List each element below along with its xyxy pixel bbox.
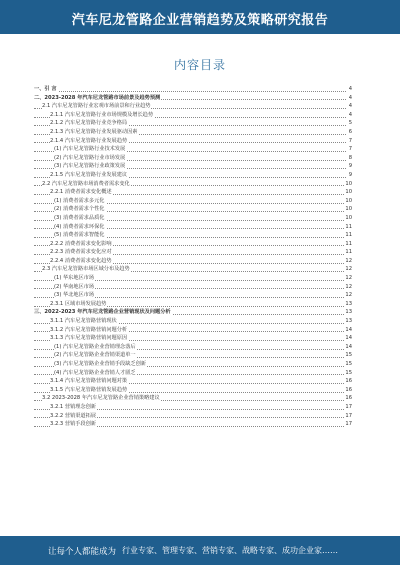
- toc-entry[interactable]: [34, 360, 352, 369]
- toc-entry-text: 2.1.4 汽车尼龙管路行业发展趋势: [50, 137, 128, 144]
- toc-entry-text: 3.1.5 汽车尼龙管路营销发展趋势: [50, 386, 128, 393]
- toc-entry-text: (3) 华北地区市场: [54, 292, 95, 299]
- toc-entry[interactable]: [34, 265, 352, 274]
- toc-entry-text: (3) 消费者需求品质化: [54, 214, 105, 221]
- toc-entry-text: (2) 汽车尼龙管路企业营销渠道单一: [54, 352, 136, 359]
- toc-entry-text: (4) 汽车尼龙管路企业营销人才匮乏: [54, 369, 136, 376]
- toc-entry-text: 2.1.2 汽车尼龙管路行业竞争格局: [50, 120, 128, 127]
- toc-entry-page: 7: [348, 137, 352, 144]
- toc-entry-text: (3) 汽车尼龙管路企业营销手段缺乏创新: [54, 361, 146, 367]
- toc-entry-page: 7: [348, 146, 352, 153]
- toc-entry[interactable]: [34, 85, 352, 94]
- toc-entry[interactable]: [34, 317, 352, 326]
- toc-entry-text: 三、2022-2023 年汽车尼龙管路企业营销现状及问题分析: [34, 309, 171, 316]
- toc-entry[interactable]: [34, 111, 352, 120]
- toc-entry[interactable]: [34, 171, 352, 180]
- toc-entry-page: 13: [345, 300, 352, 307]
- footer-expert-list: 行业专家、管理专家、营销专家、战略专家、成功企业家……: [122, 546, 338, 555]
- toc-entry-text: 2.2 汽车尼龙管路市场消费者需求变化: [42, 180, 130, 187]
- toc-entry-page: 15: [345, 361, 352, 367]
- toc-entry-text: (1) 汽车尼龙管路企业营销理念落后: [54, 343, 136, 350]
- toc-entry-page: 4: [348, 111, 352, 118]
- toc-entry-text: 2.2.3 消费者需求变化应对: [50, 249, 112, 256]
- toc-entry-text: 3.2 2023-2028 年汽车尼龙管路企业营销策略建议: [42, 395, 160, 402]
- toc-entry[interactable]: [34, 205, 352, 214]
- page-header: [0, 0, 400, 34]
- toc-title: 内容目录: [173, 58, 226, 72]
- toc-entry-text: 3.1.4 汽车尼龙管路营销问题对策: [50, 378, 128, 385]
- toc-entry[interactable]: [34, 180, 352, 189]
- toc-entry-page: 14: [345, 335, 352, 342]
- toc-entry[interactable]: [34, 326, 352, 335]
- toc-entry[interactable]: [34, 403, 352, 412]
- toc-entry[interactable]: [34, 283, 352, 292]
- toc-entry[interactable]: [34, 386, 352, 395]
- toc-entry[interactable]: [34, 154, 352, 163]
- toc-entry-page: 10: [345, 180, 352, 187]
- toc-entry-page: 10: [345, 214, 352, 221]
- toc-entry[interactable]: [34, 351, 352, 360]
- toc-entry-page: 13: [345, 309, 352, 316]
- toc-entry-text: (1) 汽车尼龙管路行业技术发展: [54, 146, 126, 153]
- toc-entry-page: 11: [345, 223, 352, 230]
- toc-entry-page: 12: [345, 292, 352, 299]
- toc-entry-page: 17: [345, 403, 352, 410]
- toc-entry-page: 15: [345, 369, 352, 376]
- toc-entry-page: 4: [348, 103, 352, 110]
- toc-entry-page: 12: [345, 275, 352, 282]
- toc-entry-page: 6: [348, 128, 352, 135]
- toc-entry[interactable]: [34, 231, 352, 240]
- toc-entry-page: 17: [345, 421, 352, 428]
- toc-entry-page: 14: [345, 343, 352, 350]
- toc-entry-text: 2.2.2 消费者需求变化影响: [50, 240, 112, 247]
- toc-entry-text: 3.1.1 汽车尼龙管路营销现状: [50, 318, 117, 325]
- toc-entry-text: 3.1.2 汽车尼龙管路营销问题分析: [50, 326, 128, 333]
- toc-entry-text: (3) 汽车尼龙管路行业政策发展: [54, 163, 126, 170]
- toc-entry[interactable]: [34, 162, 352, 171]
- toc-entry-page: 9: [348, 171, 352, 178]
- toc-entry[interactable]: [34, 420, 352, 429]
- footer-slogan: 让每个人都能成为: [48, 547, 117, 557]
- toc-entry[interactable]: [34, 223, 352, 232]
- toc-entry-text: (2) 华南地区市场: [54, 283, 95, 290]
- toc-entry-text: (5) 消费者需求智能化: [54, 232, 105, 239]
- toc-entry-page: 11: [345, 232, 352, 239]
- toc-entry-text: (4) 消费者需求环保化: [54, 223, 105, 230]
- toc-entry[interactable]: [34, 240, 352, 249]
- toc-entry-page: 8: [348, 154, 352, 161]
- toc-entry[interactable]: [34, 257, 352, 266]
- toc-entry-text: 3.1.3 汽车尼龙管路营销问题原因: [50, 335, 128, 342]
- toc-entry-page: 12: [345, 283, 352, 290]
- toc-entry[interactable]: [34, 412, 352, 421]
- toc-entry[interactable]: [34, 291, 352, 300]
- toc-entry-text: 3.2.3 营销手段创新: [50, 421, 96, 428]
- toc-entry[interactable]: [34, 343, 352, 352]
- toc-entry-text: 2.1.3 汽车尼龙管路行业发展驱动因素: [50, 128, 138, 135]
- toc-entry-text: 2.1.1 汽车尼龙管路行业市场规模及增长趋势: [50, 111, 154, 118]
- toc-entry-text: 2.3.1 区域市场发展趋势: [50, 300, 107, 307]
- toc-entry-page: 9: [348, 163, 352, 170]
- page-footer: [0, 536, 400, 565]
- toc-entry-page: 11: [345, 249, 352, 256]
- report-title: 汽车尼龙管路企业营销趋势及策略研究报告: [71, 13, 329, 28]
- toc-entry[interactable]: [34, 300, 352, 309]
- toc-entry-page: 17: [345, 412, 352, 419]
- toc-entry-page: 11: [345, 240, 352, 247]
- toc-entry[interactable]: [34, 197, 352, 206]
- toc-entry-page: 13: [345, 318, 352, 325]
- toc-entry[interactable]: [34, 94, 352, 103]
- toc-entry-text: (2) 汽车尼龙管路行业市场发展: [54, 154, 126, 161]
- toc-entry-page: 10: [345, 197, 352, 204]
- toc-entry[interactable]: [34, 377, 352, 386]
- toc-entry[interactable]: [34, 308, 352, 317]
- toc-entry-text: 2.1 汽车尼龙管路行业宏观市场前景和行业趋势: [42, 103, 151, 110]
- toc-entry[interactable]: [34, 214, 352, 223]
- toc-entry-text: 3.2.1 营销理念创新: [50, 403, 96, 410]
- toc-entry[interactable]: [34, 137, 352, 146]
- toc-entry-page: 12: [345, 257, 352, 264]
- toc-entry-page: 12: [345, 266, 352, 273]
- toc-entry-page: 5: [348, 120, 352, 127]
- toc-entry-page: 10: [345, 206, 352, 213]
- toc-entry[interactable]: [34, 145, 352, 154]
- toc-entry-text: (2) 消费者需求个性化: [54, 206, 105, 213]
- toc-entry[interactable]: [34, 334, 352, 343]
- toc-entry-text: 2.1.5 汽车尼龙管路行业发展建议: [50, 171, 128, 178]
- toc-entry-page: 16: [345, 395, 352, 402]
- toc-entry-page: 16: [345, 378, 352, 385]
- toc-entry-page: 10: [345, 189, 352, 196]
- toc-entry-text: 2.2.1 消费者需求变化概述: [50, 189, 112, 196]
- toc-entry[interactable]: [34, 102, 352, 111]
- toc-entry-text: 2.2.4 消费者需求变化趋势: [50, 257, 112, 264]
- toc-entry[interactable]: [34, 394, 352, 403]
- toc-entry[interactable]: [34, 369, 352, 378]
- toc-leader-dots: [34, 91, 346, 92]
- toc-entry[interactable]: [34, 248, 352, 257]
- toc-entry-text: 2.3 汽车尼龙管路市场区域分布及趋势: [42, 266, 130, 273]
- toc-entry[interactable]: [34, 274, 352, 283]
- toc-entry-page: 4: [348, 94, 352, 101]
- toc-entry-text: 二、2023-2028 年汽车尼龙管路市场前景及趋势预测: [34, 94, 161, 101]
- toc-entry-text: 3.2.2 营销渠道拓展: [50, 412, 96, 419]
- toc-entry-text: (1) 消费者需求多元化: [54, 197, 105, 204]
- toc-entry-page: 14: [345, 326, 352, 333]
- toc-entry[interactable]: [34, 128, 352, 137]
- toc-entry-text: (1) 华东地区市场: [54, 275, 95, 282]
- table-of-contents: [34, 85, 352, 429]
- toc-entry[interactable]: [34, 188, 352, 197]
- toc-entry-text: 一、引 言: [34, 86, 57, 92]
- toc-entry-page: 4: [348, 86, 352, 92]
- toc-entry-page: 16: [345, 386, 352, 393]
- toc-entry-page: 15: [345, 352, 352, 359]
- toc-entry[interactable]: [34, 119, 352, 128]
